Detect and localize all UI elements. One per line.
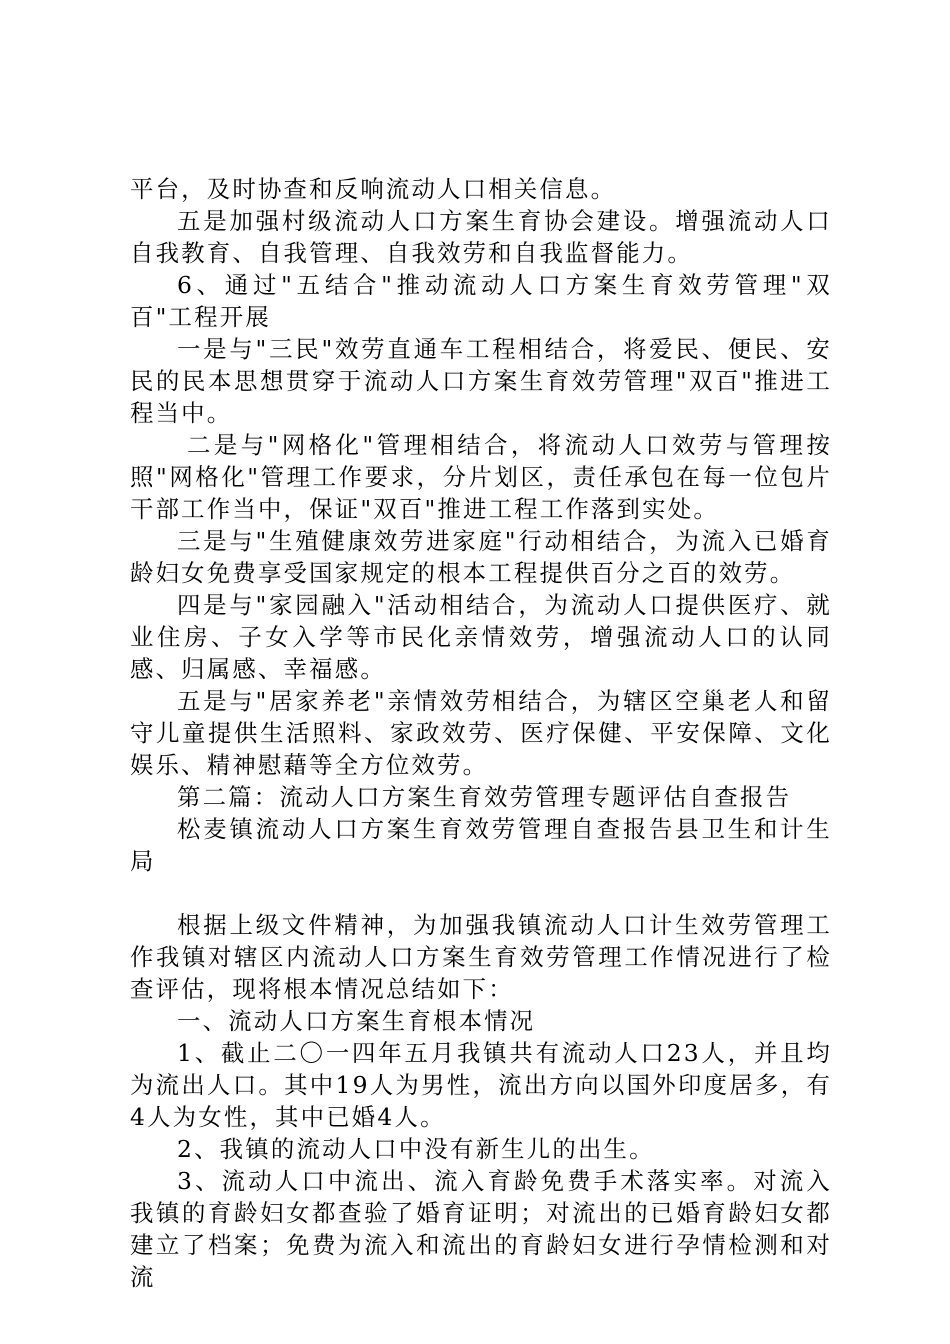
- paragraph-item-two: 2、我镇的流动人口中没有新生儿的出生。: [177, 1135, 655, 1163]
- paragraph-combination-four: 四是与"家园融入"活动相结合，为流动人口提供医疗、就业住房、子女入学等市民化亲情效劳，增强流动人口的认同感、归属感、幸福感。: [130, 591, 832, 683]
- paragraph-combination-five: 五是与"居家养老"亲情效劳相结合，为辖区空巢老人和留守儿童提供生活照料、家政效劳、医疗保健、平安保障、文化娱乐、精神慰藉等全方位效劳。: [130, 687, 832, 779]
- section-heading-basic-situation: 一、流动人口方案生育根本情况: [177, 1007, 536, 1035]
- section-heading-five-combinations: 6、通过"五结合"推动流动人口方案生育效劳管理"双百"工程开展: [130, 271, 832, 331]
- paragraph-report-intro: 根据上级文件精神，为加强我镇流动人口计生效劳管理工作我镇对辖区内流动人口方案生育效劳管理工作情况进行了检查评估，现将根本情况总结如下：: [130, 911, 832, 1003]
- paragraph-combination-one: 一是与"三民"效劳直通车工程相结合，将爱民、便民、安民的民本思想贯穿于流动人口方案生育效劳管理"双百"推进工程当中。: [130, 335, 832, 427]
- report-title: 松麦镇流动人口方案生育效劳管理自查报告县卫生和计生局: [130, 815, 832, 875]
- chapter-title-second: 第二篇：流动人口方案生育效劳管理专题评估自查报告: [177, 783, 792, 811]
- document-body: [130, 173, 832, 1293]
- paragraph-item-three: 3、流动人口中流出、流入育龄免费手术落实率。对流入我镇的育龄妇女都查验了婚育证明；对流出的已婚育龄妇女都建立了档案；免费为流入和流出的育龄妇女进行孕情检测和对流: [130, 1167, 832, 1291]
- paragraph-item-one: 1、截止二〇一四年五月我镇共有流动人口23人，并且均为流出人口。其中19人为男性，流出方向以国外印度居多，有4人为女性，其中已婚4人。: [130, 1039, 832, 1131]
- blank-line: [130, 877, 832, 909]
- paragraph-combination-two: 二是与"网格化"管理相结合，将流动人口效劳与管理按照"网格化"管理工作要求，分片划区，责任承包在每一位包片干部工作当中，保证"双百"推进工程工作落到实处。: [130, 431, 832, 523]
- paragraph-village-association: 五是加强村级流动人口方案生育协会建设。增强流动人口自我教育、自我管理、自我效劳和自我监督能力。: [130, 207, 832, 267]
- paragraph-combination-three: 三是与"生殖健康效劳进家庭"行动相结合，为流入已婚育龄妇女免费享受国家规定的根本工程提供百分之百的效劳。: [130, 527, 832, 587]
- paragraph-platform-info: 平台，及时协查和反响流动人口相关信息。: [130, 175, 617, 203]
